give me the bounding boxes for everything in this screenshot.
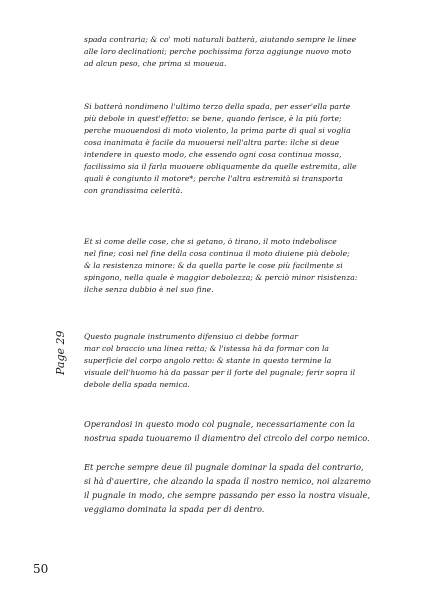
paragraph-3 <box>84 236 384 296</box>
text-line: superficie del corpo angolo retto: & stante in questo termine la <box>84 356 332 365</box>
text-line: cosa inanimata è facile da muouersi nell'altra parte: ilche si deue <box>84 138 340 147</box>
text-line: Et si come delle cose, che si getano, ò tirano, il moto indebolisce <box>84 237 337 246</box>
text-line: Si batterà nondimeno l'ultimo terzo della spada, per esser'ella parte <box>84 102 351 111</box>
text-line: Questo pugnale instrumento difensiuo ci debbe formar <box>84 332 299 341</box>
text-line: mar col braccio una linea retta; & l'istessa hà da formar con la <box>84 344 330 353</box>
text-line: Operandosi in questo modo col pugnale, necessariamente con la <box>84 419 355 429</box>
text-line: facilissimo sia il farla muouere obliquamente da quelle estremita, alle <box>84 162 357 171</box>
text-line: alle loro declinationi; perche pochissima forza aggiunge nuovo moto <box>84 47 352 56</box>
text-line: ilche senza dubbio è nel suo fine. <box>84 285 214 294</box>
paragraph-1 <box>84 34 384 70</box>
text-line: intendere in questo modo, che essendo ogni cosa continua mossa, <box>84 150 342 159</box>
margin-page-label: Page 29 <box>54 330 67 375</box>
text-line: nostrua spada tuouaremo il diamentro del circolo del corpo nemico. <box>84 433 370 443</box>
text-line: debole della spada nemica. <box>84 380 190 389</box>
text-line: ad alcun peso, che prima si moueua. <box>84 59 227 68</box>
text-line: si hà d'auertire, che alzando la spada il nostro nemico, noi alzaremo <box>84 476 371 486</box>
text-line: & la resistenza minore: & da quella parte le cose più facilmente si <box>84 261 343 270</box>
text-line: veggiamo dominata la spada per di dentro. <box>84 504 265 514</box>
text-line: nel fine; così nel fine della cosa continua il moto diuiene più debole; <box>84 249 350 258</box>
paragraph-6 <box>84 460 384 516</box>
text-line: con grandissima celerità. <box>84 186 183 195</box>
text-line: Et perche sempre deue iil pugnale dominar la spada del contrario, <box>84 462 364 472</box>
text-line: spada contraria; & co' moti naturali batterà, aiutando sempre le linee <box>84 35 357 44</box>
text-line: spingono, nella quale è maggior debolezza; & perciò minor risistenza: <box>84 273 358 282</box>
text-line: il pugnale in modo, che sempre passando per esso la nostra visuale, <box>84 490 371 500</box>
page-number: 50 <box>33 562 49 576</box>
text-line: perche muouendosi di moto violento, la prima parte di qual si voglia <box>84 126 351 135</box>
text-line: visuale dell'huomo hà da passar per il forte del pugnale; ferir sopra il <box>84 368 356 377</box>
paragraph-5 <box>84 417 384 445</box>
paragraph-4 <box>84 331 384 391</box>
paragraph-2 <box>84 101 384 197</box>
text-line: quali è congiunto il motore*; perche l'altra estremità si transporta <box>84 174 343 183</box>
text-line: più debole in quest'effetto: se bene, quando ferisce, è la più forte; <box>84 114 342 123</box>
